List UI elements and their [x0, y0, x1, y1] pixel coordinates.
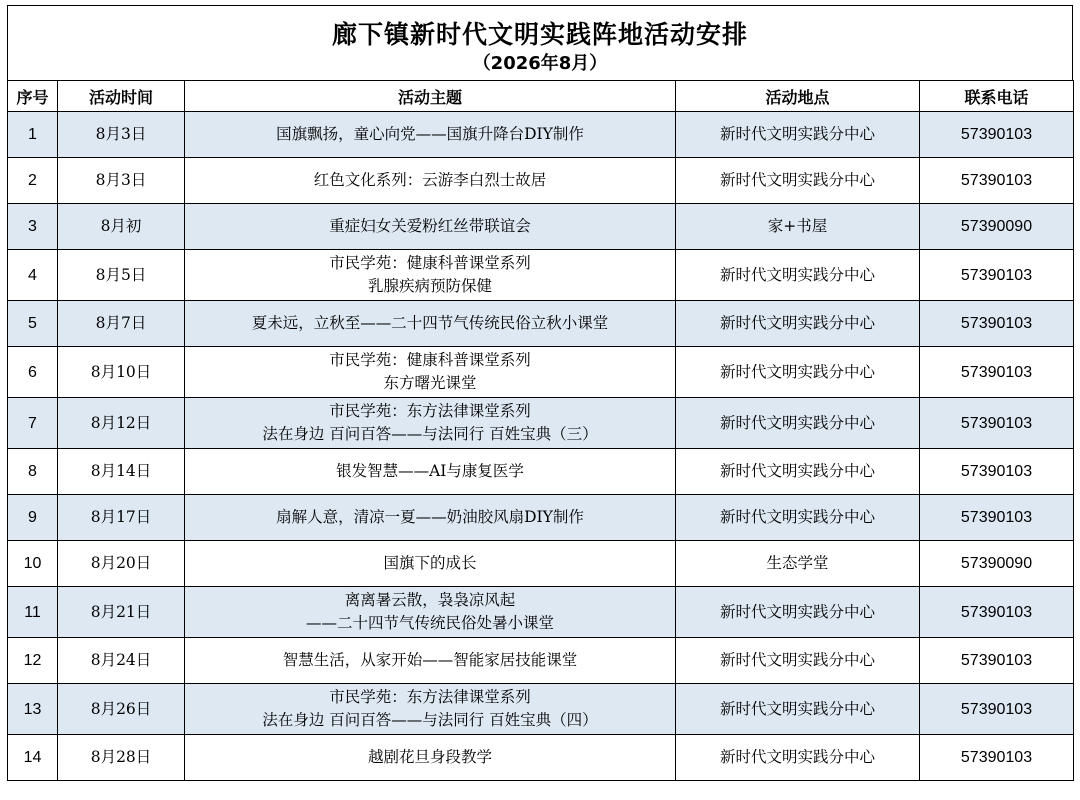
topic-line: 扇解人意，清凉一夏——奶油胶风扇DIY制作	[276, 508, 584, 526]
cell-location: 新时代文明实践分中心	[676, 684, 920, 735]
cell-location: 新时代文明实践分中心	[676, 112, 920, 158]
schedule-table	[7, 80, 1074, 781]
cell-time: 8月3日	[58, 158, 185, 204]
cell-topic	[185, 347, 676, 398]
header-phone: 联系电话	[920, 81, 1074, 112]
table-body	[8, 112, 1074, 781]
cell-location: 新时代文明实践分中心	[676, 398, 920, 449]
cell-location: 生态学堂	[676, 541, 920, 587]
topic-line: 乳腺疾病预防保健	[367, 277, 492, 295]
cell-time: 8月26日	[58, 684, 185, 735]
cell-index: 6	[8, 347, 58, 398]
cell-time: 8月24日	[58, 638, 185, 684]
table-row	[8, 398, 1074, 449]
cell-phone: 57390090	[920, 541, 1074, 587]
topic-line: 法在身边 百问百答——与法同行 百姓宝典（三）	[262, 425, 598, 443]
cell-location: 新时代文明实践分中心	[676, 495, 920, 541]
cell-location: 新时代文明实践分中心	[676, 250, 920, 301]
cell-topic	[185, 250, 676, 301]
cell-location: 新时代文明实践分中心	[676, 301, 920, 347]
topic-line: 东方曙光课堂	[383, 374, 477, 392]
cell-phone: 57390090	[920, 204, 1074, 250]
topic-line: 国旗下的成长	[383, 554, 477, 572]
topic-line: 市民学苑：东方法律课堂系列	[329, 402, 531, 420]
topic-line: 法在身边 百问百答——与法同行 百姓宝典（四）	[262, 711, 598, 729]
cell-phone: 57390103	[920, 449, 1074, 495]
table-row	[8, 587, 1074, 638]
topic-line: 离离暑云散，袅袅凉风起	[344, 591, 516, 609]
cell-index: 1	[8, 112, 58, 158]
page-subtitle: （2026年8月）	[472, 53, 608, 74]
table-row	[8, 638, 1074, 684]
header-time: 活动时间	[58, 81, 185, 112]
header-topic: 活动主题	[185, 81, 676, 112]
header-index: 序号	[8, 81, 58, 112]
topic-line: 银发智慧——AI与康复医学	[336, 462, 524, 480]
cell-topic	[185, 495, 676, 541]
cell-index: 10	[8, 541, 58, 587]
cell-topic	[185, 735, 676, 781]
header-location: 活动地点	[676, 81, 920, 112]
cell-time: 8月21日	[58, 587, 185, 638]
cell-phone: 57390103	[920, 684, 1074, 735]
cell-phone: 57390103	[920, 347, 1074, 398]
cell-index: 12	[8, 638, 58, 684]
table-row	[8, 250, 1074, 301]
cell-topic	[185, 158, 676, 204]
cell-phone: 57390103	[920, 112, 1074, 158]
cell-topic	[185, 587, 676, 638]
cell-time: 8月5日	[58, 250, 185, 301]
cell-index: 2	[8, 158, 58, 204]
table-row	[8, 449, 1074, 495]
cell-location: 新时代文明实践分中心	[676, 587, 920, 638]
cell-index: 4	[8, 250, 58, 301]
table-row	[8, 301, 1074, 347]
cell-time: 8月14日	[58, 449, 185, 495]
topic-line: 重症妇女关爱粉红丝带联谊会	[329, 217, 531, 235]
table-row	[8, 204, 1074, 250]
table-header-row	[8, 81, 1074, 112]
topic-line: ——二十四节气传统民俗处暑小课堂	[305, 614, 554, 632]
cell-phone: 57390103	[920, 301, 1074, 347]
cell-phone: 57390103	[920, 495, 1074, 541]
topic-line: 智慧生活，从家开始——智能家居技能课堂	[282, 651, 578, 669]
cell-time: 8月3日	[58, 112, 185, 158]
cell-time: 8月28日	[58, 735, 185, 781]
cell-index: 11	[8, 587, 58, 638]
cell-index: 9	[8, 495, 58, 541]
topic-line: 市民学苑：健康科普课堂系列	[329, 351, 531, 369]
cell-index: 3	[8, 204, 58, 250]
cell-index: 8	[8, 449, 58, 495]
cell-index: 7	[8, 398, 58, 449]
cell-topic	[185, 638, 676, 684]
cell-location: 家+书屋	[676, 204, 920, 250]
topic-line: 夏未远，立秋至——二十四节气传统民俗立秋小课堂	[251, 314, 609, 332]
table-row	[8, 541, 1074, 587]
cell-time: 8月17日	[58, 495, 185, 541]
table-row	[8, 158, 1074, 204]
schedule-sheet	[7, 5, 1073, 795]
cell-topic	[185, 684, 676, 735]
cell-topic	[185, 204, 676, 250]
cell-index: 13	[8, 684, 58, 735]
topic-line: 红色文化系列：云游李白烈士故居	[313, 171, 547, 189]
cell-topic	[185, 112, 676, 158]
cell-location: 新时代文明实践分中心	[676, 158, 920, 204]
cell-phone: 57390103	[920, 250, 1074, 301]
cell-location: 新时代文明实践分中心	[676, 638, 920, 684]
cell-time: 8月10日	[58, 347, 185, 398]
cell-phone: 57390103	[920, 735, 1074, 781]
cell-phone: 57390103	[920, 587, 1074, 638]
cell-topic	[185, 301, 676, 347]
cell-topic	[185, 541, 676, 587]
topic-line: 市民学苑：健康科普课堂系列	[329, 254, 531, 272]
topic-line: 市民学苑：东方法律课堂系列	[329, 688, 531, 706]
cell-index: 14	[8, 735, 58, 781]
cell-time: 8月7日	[58, 301, 185, 347]
table-row	[8, 495, 1074, 541]
table-row	[8, 112, 1074, 158]
cell-location: 新时代文明实践分中心	[676, 735, 920, 781]
cell-phone: 57390103	[920, 638, 1074, 684]
cell-topic	[185, 449, 676, 495]
cell-location: 新时代文明实践分中心	[676, 347, 920, 398]
topic-line: 越剧花旦身段教学	[367, 748, 492, 766]
cell-index: 5	[8, 301, 58, 347]
table-row	[8, 735, 1074, 781]
cell-location: 新时代文明实践分中心	[676, 449, 920, 495]
cell-topic	[185, 398, 676, 449]
topic-line: 国旗飘扬，童心向党——国旗升降台DIY制作	[276, 125, 584, 143]
table-row	[8, 684, 1074, 735]
cell-time: 8月20日	[58, 541, 185, 587]
cell-phone: 57390103	[920, 158, 1074, 204]
table-row	[8, 347, 1074, 398]
cell-phone: 57390103	[920, 398, 1074, 449]
cell-time: 8月初	[58, 204, 185, 250]
cell-time: 8月12日	[58, 398, 185, 449]
page-title: 廊下镇新时代文明实践阵地活动安排	[331, 20, 748, 49]
title-block	[7, 5, 1073, 80]
